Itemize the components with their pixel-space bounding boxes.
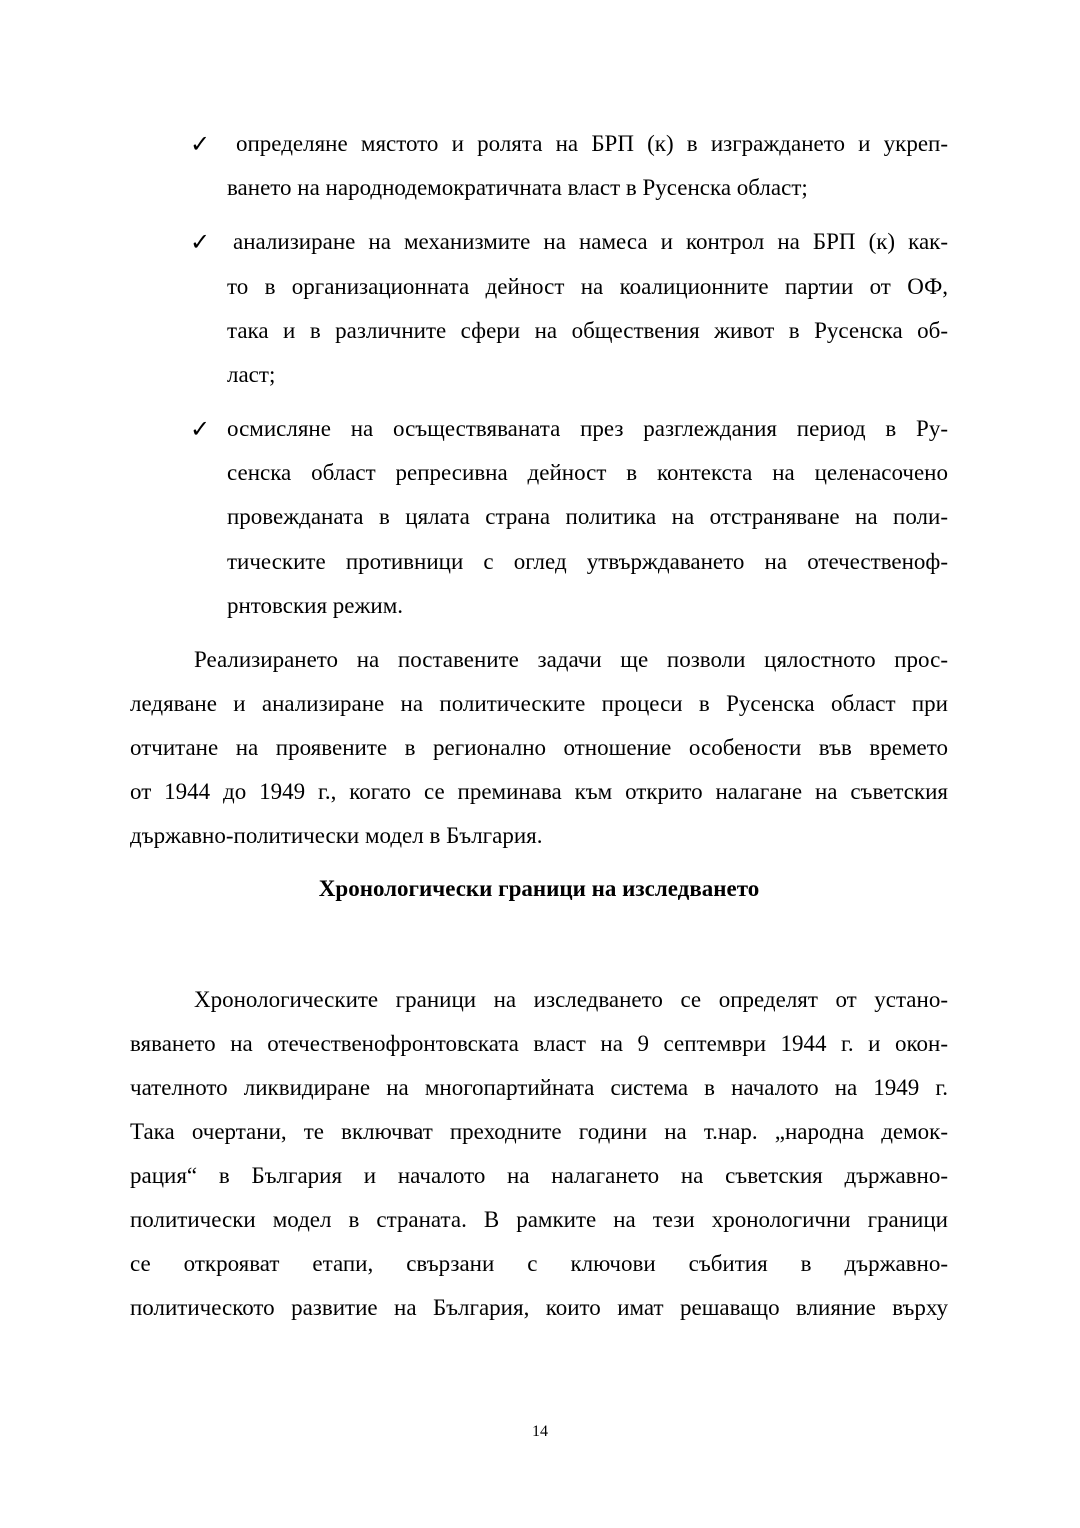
paragraph-1-line-2: ледяване и анализиране на политическите процеси в Русенска област при: [130, 691, 948, 716]
bullet-1-line-2: ването на народнодемократичната власт в Русенска област;: [227, 175, 808, 200]
section-heading: Хронологически граници на изследването: [318, 876, 760, 901]
bullet-1-line-1: определяне мястото и ролята на БРП (к) в изграждането и укреп-: [236, 131, 948, 156]
bullet-2-line-4: ласт;: [227, 362, 276, 387]
paragraph-1-line-5: държавно-политически модел в България.: [130, 823, 543, 848]
paragraph-2-line-7: се открояват етапи, свързани с ключови събития в държавно-: [130, 1251, 948, 1276]
bullet-3-line-5: рнтовския режим.: [227, 593, 404, 618]
paragraph-1-line-4: от 1944 до 1949 г., когато се преминава към открито налагане на съветския: [130, 779, 948, 804]
paragraph-2-line-8: политическото развитие на България, които имат решаващо влияние върху: [130, 1295, 948, 1320]
bullet-2-line-1: анализиране на механизмите на намеса и контрол на БРП (к) как-: [233, 229, 948, 254]
page-number: 14: [532, 1423, 548, 1440]
bullet-2-line-2: то в организационната дейност на коалиционните партии от ОФ,: [227, 274, 948, 299]
paragraph-2-line-6: политически модел в страната. В рамките на тези хронологични граници: [130, 1207, 948, 1232]
paragraph-2-line-3: чателното ликвидиране на многопартийната система в началото на 1949 г.: [130, 1075, 948, 1100]
checkmark-icon: ✓: [190, 228, 211, 256]
paragraph-1-line-3: отчитане на проявените в регионално отношение особености във времето: [130, 735, 948, 760]
checkmark-icon: ✓: [190, 415, 211, 443]
checkmark-icon: ✓: [190, 130, 211, 158]
bullet-3-line-3: провежданата в цялата страна политика на отстраняване на поли-: [227, 504, 948, 529]
bullet-2-line-3: така и в различните сфери на обществения живот в Русенска об-: [227, 318, 948, 343]
paragraph-1-line-1: Реализирането на поставените задачи ще позволи цялостното прос-: [194, 647, 948, 672]
bullet-3-line-1: осмисляне на осъществяваната през разглеждания период в Ру-: [227, 416, 948, 441]
paragraph-2-line-5: рация“ в България и началото на налагането на съветския държавно-: [130, 1163, 948, 1188]
paragraph-2-line-4: Така очертани, те включват преходните години на т.нар. „народна демок-: [130, 1119, 948, 1144]
paragraph-2-line-2: вяването на отечественофронтовската власт на 9 септември 1944 г. и окон-: [130, 1031, 948, 1056]
bullet-3-line-4: тическите противници с оглед утвърждаването на отечественоф-: [227, 549, 948, 574]
bullet-3-line-2: сенска област репресивна дейност в контекста на целенасочено: [227, 460, 948, 485]
paragraph-2-line-1: Хронологическите граници на изследването се определят от устано-: [194, 987, 948, 1012]
